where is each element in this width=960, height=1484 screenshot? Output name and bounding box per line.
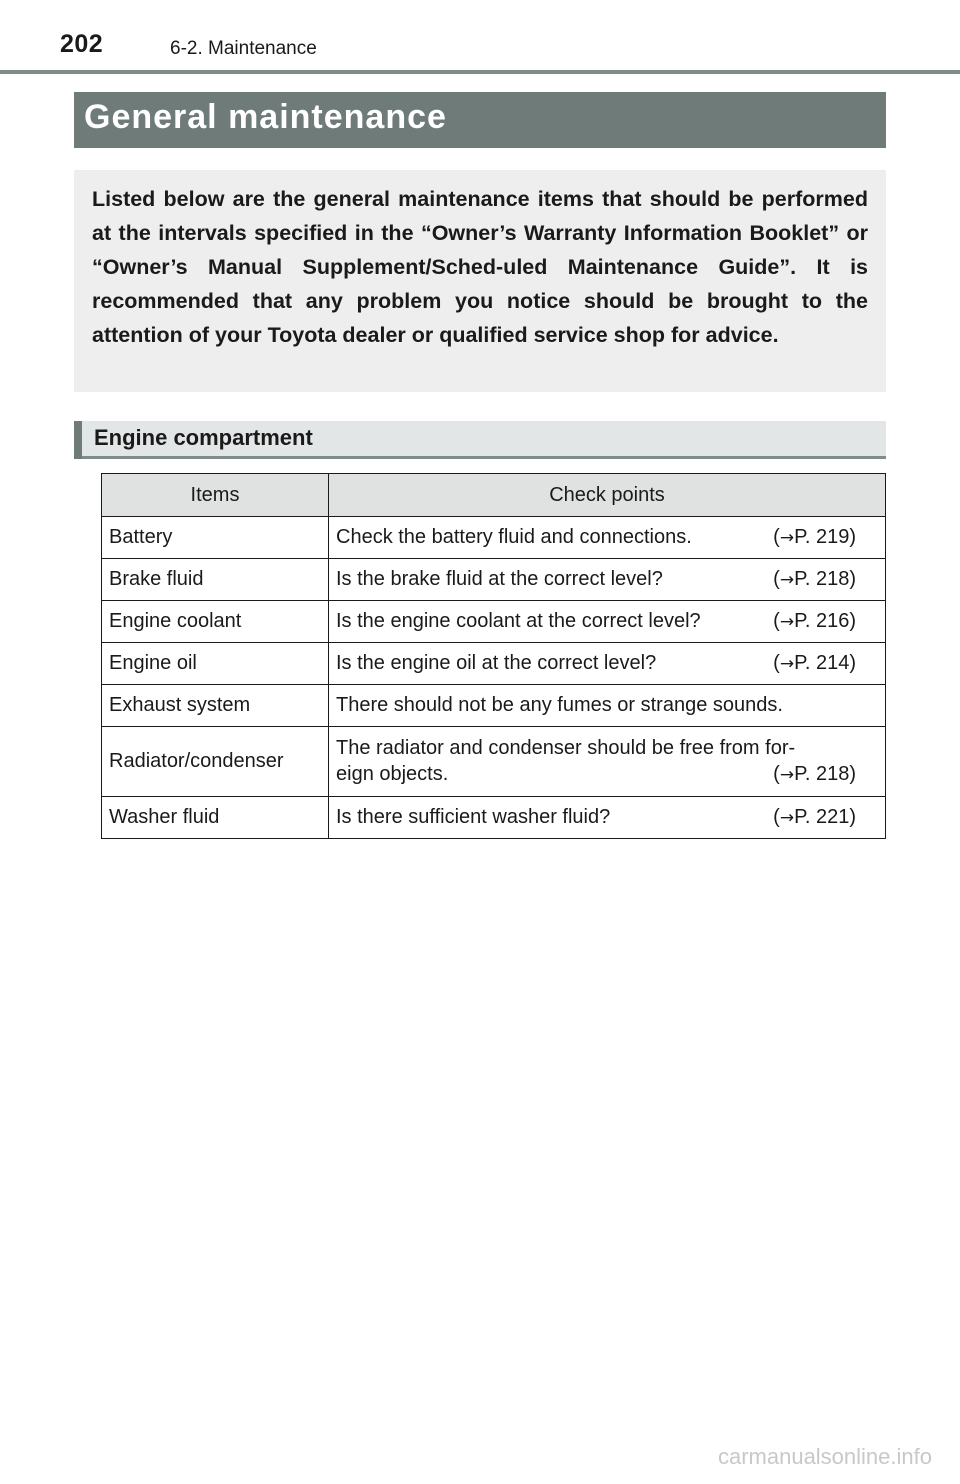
reference-text: P. 221 (794, 806, 850, 828)
check-line (336, 526, 878, 549)
item-cell: Radiator/condenser (102, 727, 329, 797)
header-items: Items (102, 474, 329, 517)
check-cell (329, 601, 886, 643)
reference-text: P. 218 (794, 763, 850, 785)
check-cell (329, 685, 886, 727)
header-check-points: Check points (329, 474, 886, 517)
check-line (336, 568, 878, 591)
section-label: 6-2. Maintenance (170, 38, 317, 59)
reference-text: P. 214 (794, 652, 850, 674)
check-text: Is the engine coolant at the correct level? (336, 610, 701, 632)
reference-text: P. 218 (794, 568, 850, 590)
reference-text: P. 219 (794, 526, 850, 548)
check-line (336, 761, 878, 788)
check-text: Is the brake fluid at the correct level? (336, 568, 663, 590)
page-reference: (→P. 214) (773, 652, 856, 674)
item-cell: Washer fluid (102, 797, 329, 839)
subheading-accent (74, 421, 82, 459)
table-row (102, 797, 886, 839)
page-reference: (→P. 218) (773, 763, 856, 785)
check-cell (329, 643, 886, 685)
table-row (102, 685, 886, 727)
intro-box (74, 170, 886, 392)
arrow-right-icon: → (779, 654, 795, 674)
watermark: carmanualsonline.info (717, 1444, 932, 1469)
page-reference: (→P. 218) (773, 568, 856, 590)
item-cell: Engine coolant (102, 601, 329, 643)
table-row (102, 601, 886, 643)
check-cell (329, 559, 886, 601)
page-number: 202 (60, 30, 104, 58)
intro-text: Listed below are the general maintenance items that should be performed at the intervals specified in the “Owner’s Warranty Information Booklet” or “Owner’s Manual Supplement/Sched-uled Maintenance Guide”. It is recommended that any problem you notice should be brought to the attention of your Toyota dealer or qualified service shop for advice. (92, 187, 868, 347)
check-text: Is the engine oil at the correct level? (336, 652, 657, 674)
check-text: Check the battery fluid and connections. (336, 526, 692, 548)
check-table (101, 473, 886, 839)
check-text-line-1: The radiator and condenser should be free from for- (336, 737, 796, 759)
item-cell: Engine oil (102, 643, 329, 685)
check-cell (329, 517, 886, 559)
header-rule (0, 70, 960, 74)
arrow-right-icon: → (779, 765, 795, 785)
table-row (102, 559, 886, 601)
page-reference: (→P. 219) (773, 526, 856, 548)
check-cell (329, 797, 886, 839)
check-text: There should not be any fumes or strange sounds. (336, 694, 783, 716)
page-reference: (→P. 216) (773, 610, 856, 632)
arrow-right-icon: → (779, 528, 795, 548)
check-cell (329, 727, 886, 797)
arrow-right-icon: → (779, 570, 795, 590)
subheading-text: Engine compartment (94, 425, 313, 450)
table-row (102, 517, 886, 559)
item-cell: Exhaust system (102, 685, 329, 727)
check-text: Is there sufficient washer fluid? (336, 806, 611, 828)
page-reference: (→P. 221) (773, 806, 856, 828)
page-title: General maintenance (84, 98, 447, 136)
check-line (336, 806, 878, 829)
table-row (102, 643, 886, 685)
item-cell: Brake fluid (102, 559, 329, 601)
arrow-right-icon: → (779, 808, 795, 828)
check-text-line-2: eign objects. (336, 763, 449, 785)
reference-text: P. 216 (794, 610, 850, 632)
check-line (336, 610, 878, 633)
table-header-row (102, 474, 886, 517)
subheading-bar (74, 421, 886, 459)
table-row (102, 727, 886, 797)
item-cell: Battery (102, 517, 329, 559)
check-line (336, 652, 878, 675)
title-bar (74, 92, 886, 148)
arrow-right-icon: → (779, 612, 795, 632)
